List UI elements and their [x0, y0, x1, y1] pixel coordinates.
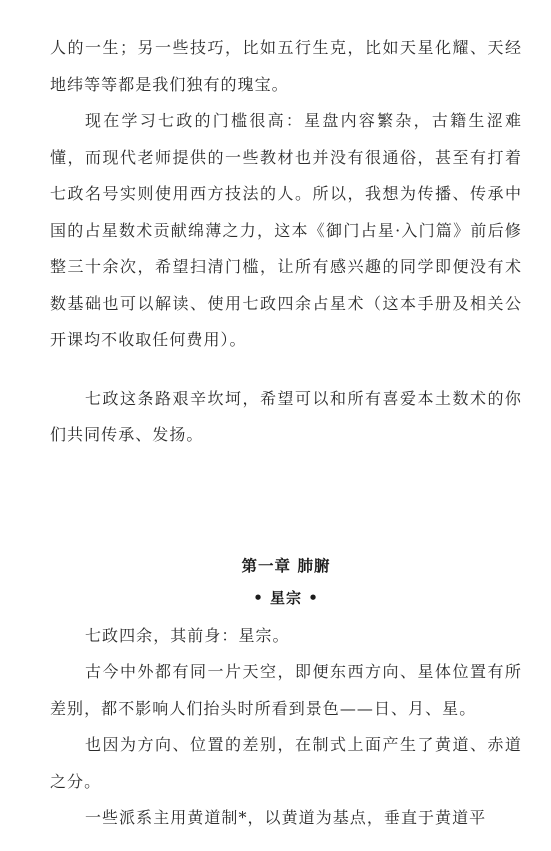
paragraph-closing-wish: 七政这条路艰辛坎坷，希望可以和所有喜爱本土数术的你们共同传承、发扬。: [50, 388, 522, 444]
paragraph-ecliptic-system: 一些派系主用黄道制*，以黄道为基点，垂直于黄道平: [85, 808, 487, 827]
section-title: • 星宗 •: [253, 588, 319, 607]
paragraph-same-sky: 古今中外都有同一片天空，即便东西方向、星体位置有所差别，都不影响人们抬头时所看到景色——日、月、星。: [50, 662, 522, 718]
paragraph-ecliptic-equator: 也因为方向、位置的差别，在制式上面产生了黄道、赤道之分。: [50, 735, 522, 791]
chapter-title: 第一章 肺腑: [241, 556, 331, 575]
document-page: [50, 30, 522, 837]
paragraph-origin: 七政四余，其前身：星宗。: [85, 625, 290, 645]
paragraph-continuation: 人的一生；另一些技巧，比如五行生克，比如天星化耀、天经地纬等等都是我们独有的瑰宝。: [50, 38, 522, 94]
paragraph-learning-threshold: 现在学习七政的门槛很高：星盘内容繁杂，古籍生涩难懂，而现代老师提供的一些教材也并没有很通俗，甚至有打着七政名号实则使用西方技法的人。所以，我想为传播、传承中国的占星数术贡献绵薄之力，这本《御门占星·入门篇》前后修整三十余次，希望扫清门槛，让所有感兴趣的同学即便没有术数基础也可以解读、使用七政四余占星术（这本手册及相关公开课均不收取任何费用）。: [50, 111, 522, 349]
